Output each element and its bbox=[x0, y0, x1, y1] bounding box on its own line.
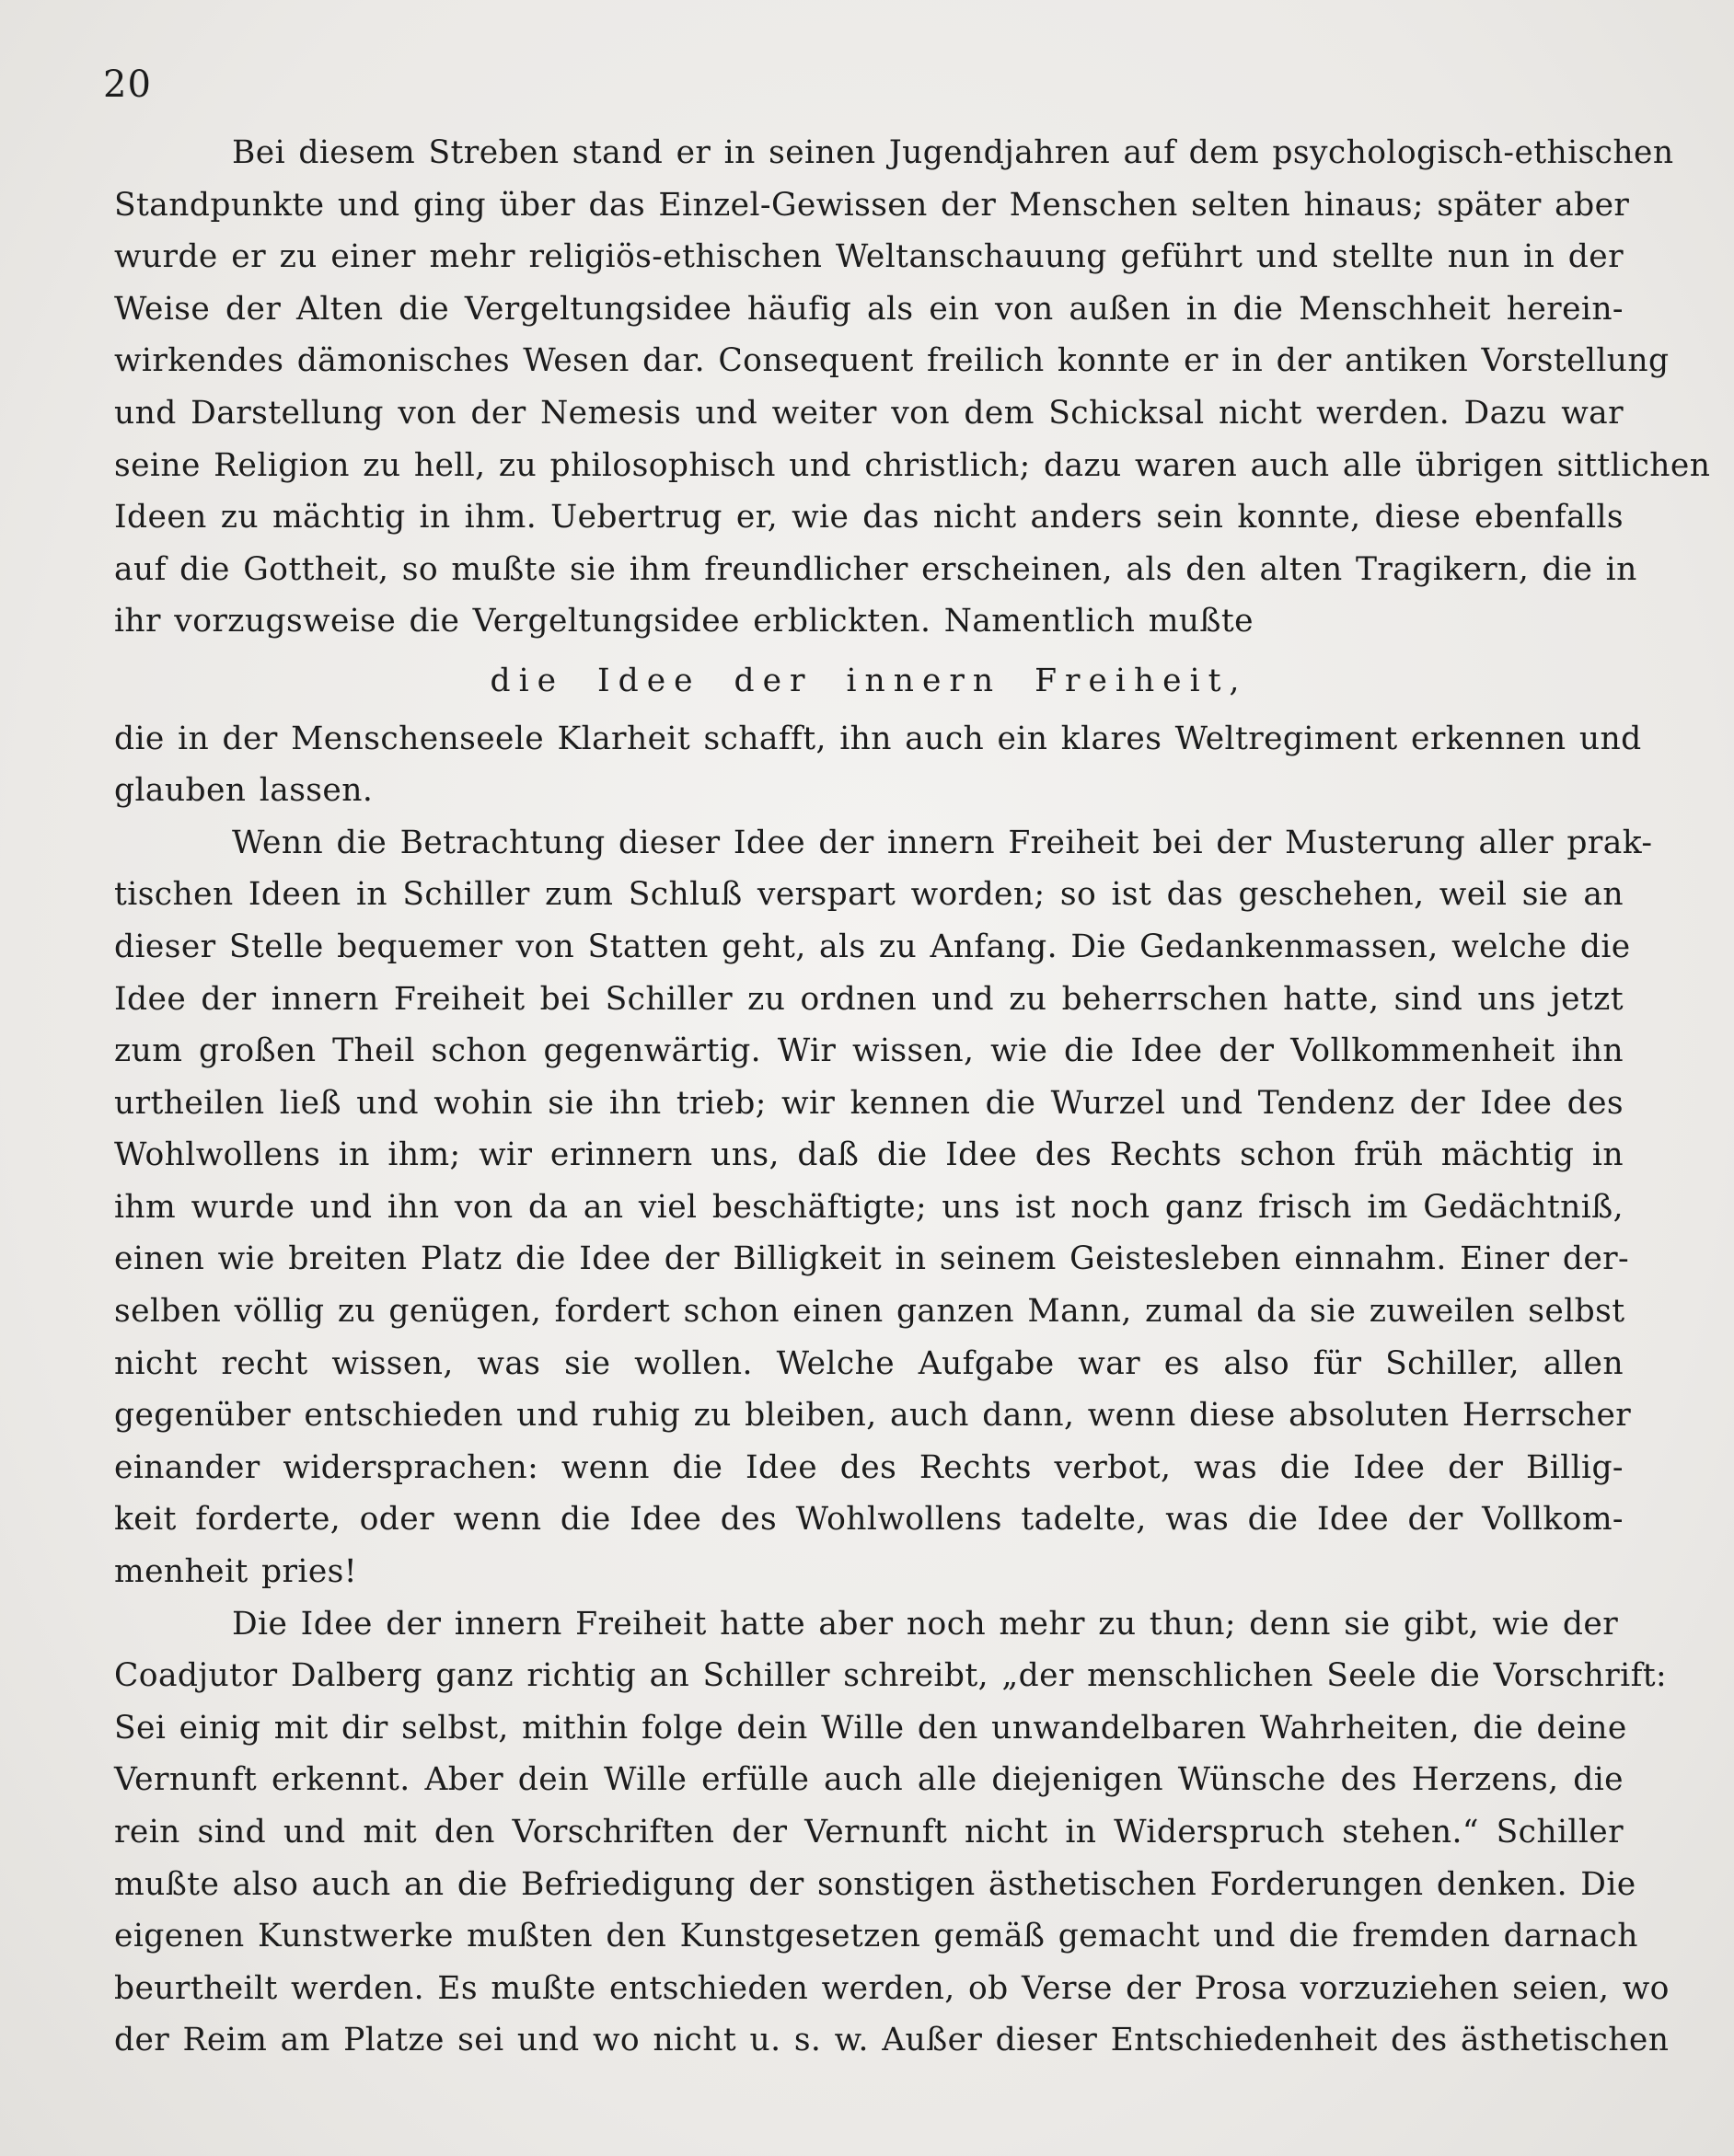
text-line: dieser Stelle bequemer von Statten geht, als zu Anfang. Die Gedankenmassen, welche die bbox=[114, 928, 1631, 965]
text-line: wirkendes dämonisches Wesen dar. Consequent freilich konnte er in der antiken Vorstellung bbox=[114, 342, 1670, 380]
section-heading: die Idee der innern Freiheit, bbox=[490, 662, 1248, 699]
text-line: Coadjutor Dalberg ganz richtig an Schiller schreibt, „der menschlichen Seele die Vorschrift: bbox=[114, 1657, 1668, 1695]
text-line: der Reim am Platze sei und wo nicht u. s. w. Außer dieser Entschiedenheit des ästhetischen bbox=[114, 2022, 1670, 2059]
text-line: zum großen Theil schon gegenwärtig. Wir wissen, wie die Idee der Vollkommenheit ihn bbox=[114, 1032, 1624, 1070]
text-line: seine Religion zu hell, zu philosophisch und christlich; dazu waren auch alle übrigen sittlichen bbox=[114, 446, 1711, 484]
page-number: 20 bbox=[103, 63, 152, 106]
text-line: glauben lassen. bbox=[114, 772, 374, 810]
text-line: und Darstellung von der Nemesis und weiter von dem Schicksal nicht werden. Dazu war bbox=[114, 394, 1624, 432]
text-line: die in der Menschenseele Klarheit schafft, ihn auch ein klares Weltregiment erkennen und bbox=[114, 720, 1642, 757]
text-line: Vernunft erkennt. Aber dein Wille erfülle auch alle diejenigen Wünsche des Herzens, die bbox=[114, 1761, 1624, 1799]
text-line: Idee der innern Freiheit bei Schiller zu ordnen und zu beherrschen hatte, sind uns jetzt bbox=[114, 980, 1624, 1018]
text-line: beurtheilt werden. Es mußte entschieden werden, ob Verse der Prosa vorzuziehen seien, wo bbox=[114, 1969, 1670, 2007]
text-line: gegenüber entschieden und ruhig zu bleiben, auch dann, wenn diese absoluten Herrscher bbox=[114, 1397, 1632, 1435]
text-line: Ideen zu mächtig in ihm. Uebertrug er, wie das nicht anders sein konnte, diese ebenfalls bbox=[114, 499, 1624, 536]
text-line: Sei einig mit dir selbst, mithin folge dein Wille den unwandelbaren Wahrheiten, die deine bbox=[114, 1709, 1627, 1747]
text-line: Wohlwollens in ihm; wir erinnern uns, daß die Idee des Rechts schon früh mächtig in bbox=[114, 1136, 1624, 1174]
text-line: Wenn die Betrachtung dieser Idee der innern Freiheit bei der Musterung aller prak- bbox=[232, 824, 1653, 861]
text-line: einen wie breiten Platz die Idee der Billigkeit in seinem Geistesleben einnahm. Einer der- bbox=[114, 1240, 1630, 1278]
text-line: keit forderte, oder wenn die Idee des Wohlwollens tadelte, was die Idee der Vollkom- bbox=[114, 1501, 1624, 1539]
text-line: eigenen Kunstwerke mußten den Kunstgesetzen gemäß gemacht und die fremden darnach bbox=[114, 1918, 1638, 1955]
text-line: Weise der Alten die Vergeltungsidee häufig als ein von außen in die Menschheit herein- bbox=[114, 290, 1624, 328]
text-line: auf die Gottheit, so mußte sie ihm freundlicher erscheinen, als den alten Tragikern, die in bbox=[114, 550, 1637, 588]
text-line: mußte also auch an die Befriedigung der sonstigen ästhetischen Forderungen denken. Die bbox=[114, 1865, 1636, 1903]
text-line: wurde er zu einer mehr religiös-ethischen Weltanschauung geführt und stellte nun in der bbox=[114, 238, 1624, 276]
text-line: einander widersprachen: wenn die Idee des Rechts verbot, was die Idee der Billig- bbox=[114, 1448, 1624, 1486]
text-line: Die Idee der innern Freiheit hatte aber noch mehr zu thun; denn sie gibt, wie der bbox=[232, 1605, 1619, 1643]
text-line: urtheilen ließ und wohin sie ihn trieb; wir kennen die Wurzel und Tendenz der Idee des bbox=[114, 1084, 1624, 1122]
text-line: nicht recht wissen, was sie wollen. Welche Aufgabe war es also für Schiller, allen bbox=[114, 1344, 1624, 1382]
text-line: Bei diesem Streben stand er in seinen Jugendjahren auf dem psychologisch-ethischen bbox=[232, 134, 1674, 171]
text-line: ihm wurde und ihn von da an viel beschäftigte; uns ist noch ganz frisch im Gedächtniß, bbox=[114, 1188, 1624, 1226]
text-line: tischen Ideen in Schiller zum Schluß verspart worden; so ist das geschehen, weil sie an bbox=[114, 876, 1624, 914]
body-text bbox=[114, 127, 1711, 2067]
text-line: Standpunkte und ging über das Einzel-Gewissen der Menschen selten hinaus; später aber bbox=[114, 186, 1630, 224]
text-line: selben völlig zu genügen, fordert schon einen ganzen Mann, zumal da sie zuweilen selbst bbox=[114, 1293, 1625, 1331]
text-line: ihr vorzugsweise die Vergeltungsidee erblickten. Namentlich mußte bbox=[114, 603, 1254, 640]
text-line: menheit pries! bbox=[114, 1553, 358, 1591]
text-line: rein sind und mit den Vorschriften der Vernunft nicht in Widerspruch stehen.“ Schiller bbox=[114, 1814, 1624, 1850]
